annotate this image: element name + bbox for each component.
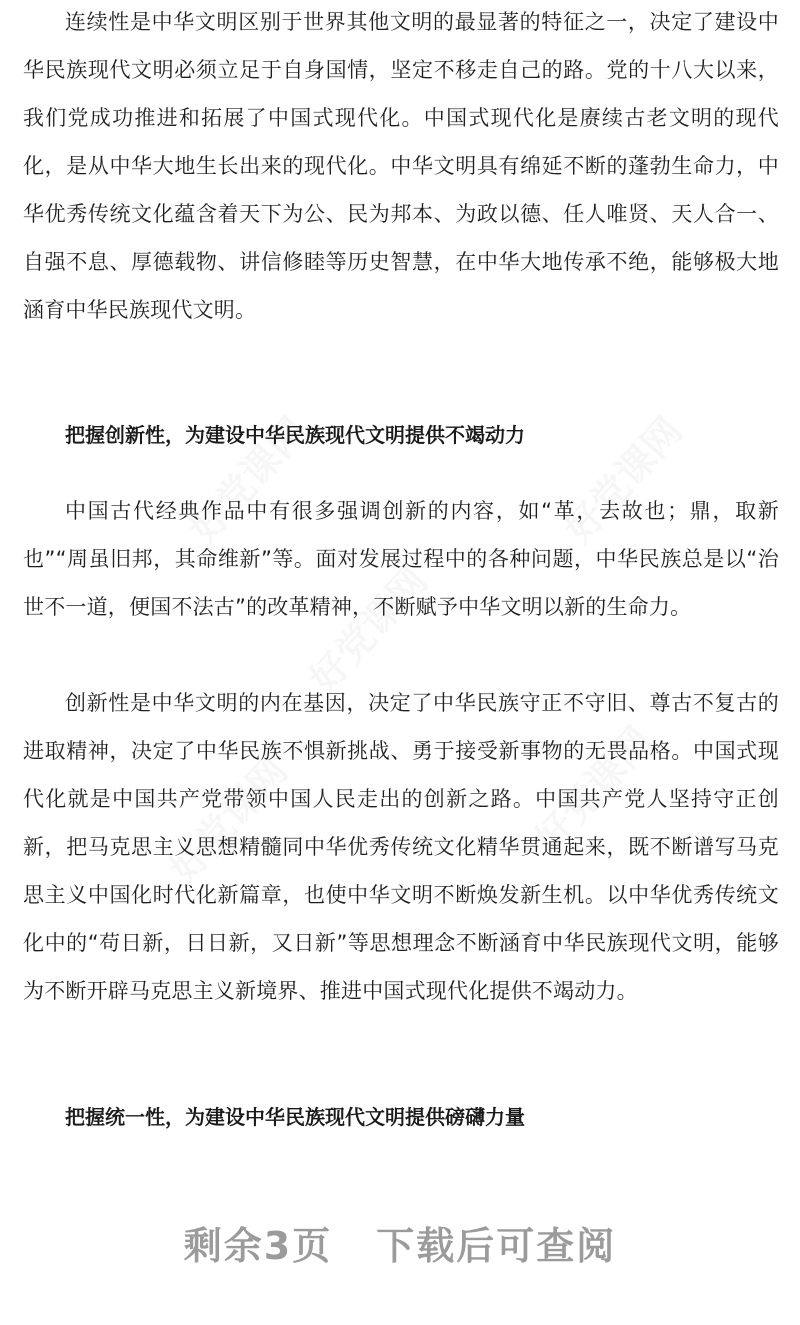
- section-heading-unity: 把握统一性，为建设中华民族现代文明提供磅礴力量: [65, 1105, 525, 1129]
- paragraph-innovation: 创新性是中华文明的内在基因，决定了中华民族守正不守旧、尊古不复古的进取精神，决定了中华民族不惧新挑战、勇于接受新事物的无畏品格。中国式现代化就是中国共产党带领中国人民走出的创新之路。中国共产党人坚持守正创新，把马克思主义思想精髓同中华优秀传统文化精华贯通起来，既不断谱写马克思主义中国化时代化新篇章，也使中华文明不断焕发新生机。以中华优秀传统文化中的“苟日新，日日新，又日新”等思想理念不断涵育中华民族现代文明，能够为不断开辟马克思主义新境界、推进中国式现代化提供不竭动力。: [23, 691, 779, 1003]
- paragraph-classics: 中国古代经典作品中有很多强调创新的内容，如“革，去故也；鼎，取新也”“周虽旧邦，其命维新”等。面对发展过程中的各种问题，中华民族总是以“治世不一道，便国不法古”的改革精神，不断赋予中华文明以新的生命力。: [23, 499, 779, 619]
- paragraph-continuity: 连续性是中华文明区别于世界其他文明的最显著的特征之一，决定了建设中华民族现代文明必须立足于自身国情，坚定不移走自己的路。党的十八大以来，我们党成功推进和拓展了中国式现代化。中国式现代化是赓续古老文明的现代化，是从中华大地生长出来的现代化。中华文明具有绵延不断的蓬勃生命力，中华优秀传统文化蕴含着天下为公、民为邦本、为政以德、任人唯贤、天人合一、自强不息、厚德载物、讲信修睦等历史智慧，在中华大地传承不绝，能够极大地涵育中华民族现代文明。: [23, 10, 779, 322]
- download-prompt[interactable]: [0, 1215, 800, 1270]
- download-to-view-text: 下载后可查阅: [376, 1224, 617, 1268]
- remaining-pages-text: 剩余3页: [183, 1224, 333, 1268]
- section-heading-innovation: 把握创新性，为建设中华民族现代文明提供不竭动力: [65, 423, 525, 447]
